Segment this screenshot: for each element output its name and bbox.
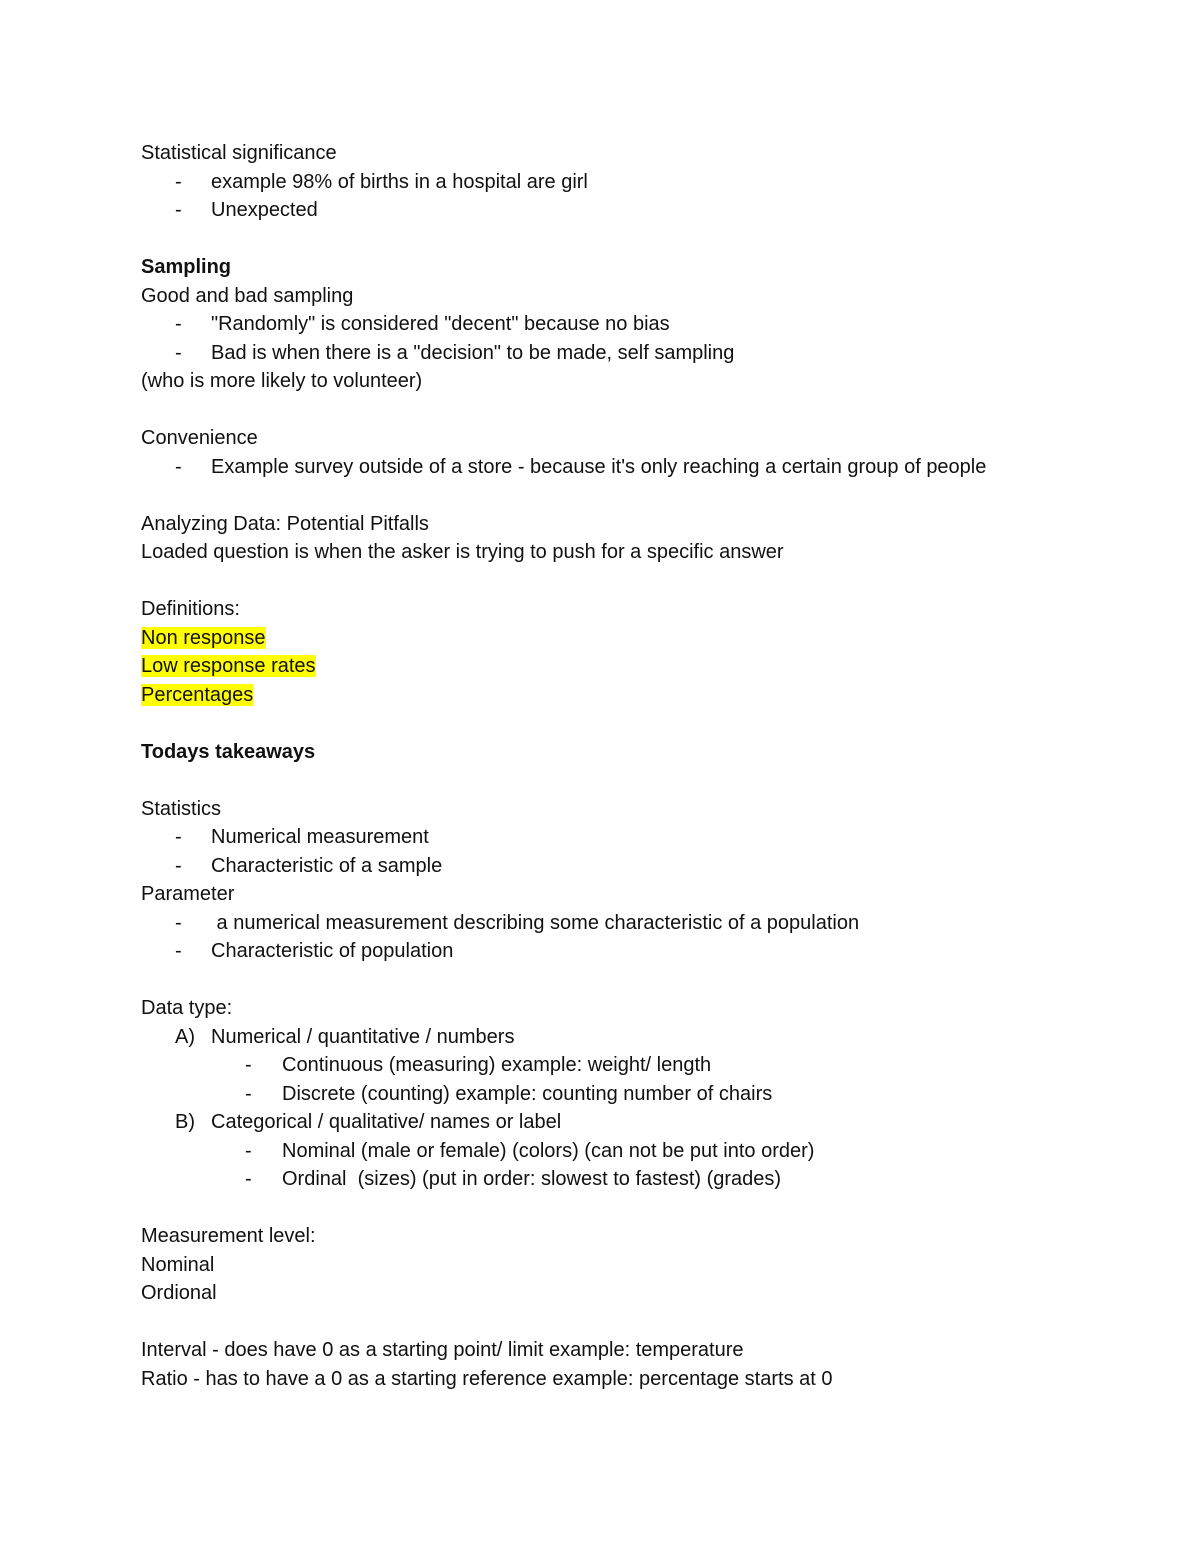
- sub-list-item: [141, 1165, 1141, 1194]
- list-item-text: a numerical measurement describing some characteristic of a population: [211, 911, 860, 934]
- sampling-heading: Sampling: [141, 256, 232, 278]
- dash-bullet: -: [175, 854, 182, 877]
- dash-bullet: -: [245, 1139, 252, 1162]
- spacer: [141, 709, 1141, 738]
- data-type-title: Data type:: [141, 997, 233, 1019]
- spacer: [141, 225, 1141, 254]
- definition-item: [141, 681, 1141, 710]
- dash-bullet: -: [175, 341, 182, 364]
- list-item-text: Ordinal (sizes) (put in order: slowest to fastest) (grades): [282, 1168, 782, 1190]
- list-item-text: Bad is when there is a "decision" to be made, self sampling: [211, 341, 735, 364]
- highlighted-term: Percentages: [141, 683, 254, 706]
- list-item-text: Discrete (counting) example: counting number of chairs: [282, 1082, 773, 1105]
- list-item-text: Categorical / qualitative/ names or label: [211, 1111, 562, 1133]
- definition-item: [141, 652, 1141, 681]
- sub-list-item: [141, 1137, 1141, 1166]
- measurement-item: Ordional: [141, 1282, 217, 1304]
- dash-bullet: -: [245, 1168, 252, 1190]
- list-item: [141, 1023, 1141, 1052]
- dash-bullet: -: [245, 1082, 252, 1105]
- list-item: [141, 852, 1141, 881]
- interval-text: Interval - does have 0 as a starting point/ limit example: temperature: [141, 1339, 744, 1361]
- list-item: [141, 1108, 1141, 1137]
- list-item: [141, 909, 1141, 938]
- letter-marker: B): [175, 1111, 195, 1133]
- spacer: [141, 1194, 1141, 1223]
- definitions-title: Definitions:: [141, 598, 240, 620]
- list-item-text: Characteristic of population: [211, 940, 454, 962]
- sampling-note: (who is more likely to volunteer): [141, 370, 423, 392]
- measurement-title: Measurement level:: [141, 1225, 316, 1247]
- sub-list-item: [141, 1051, 1141, 1080]
- list-item-text: Continuous (measuring) example: weight/ length: [282, 1054, 712, 1076]
- list-item: [141, 310, 1141, 339]
- dash-bullet: -: [175, 455, 182, 478]
- list-item: [141, 196, 1141, 225]
- highlighted-term: Low response rates: [141, 655, 316, 677]
- list-item: [141, 823, 1141, 852]
- list-item-text: Example survey outside of a store - because it's only reaching a certain group of people: [211, 455, 987, 478]
- list-item: [141, 168, 1141, 197]
- letter-marker: A): [175, 1025, 195, 1048]
- dash-bullet: -: [175, 170, 182, 193]
- convenience-title: Convenience: [141, 427, 258, 449]
- spacer: [141, 766, 1141, 795]
- list-item-text: "Randomly" is considered "decent" because no bias: [211, 313, 670, 335]
- spacer: [141, 481, 1141, 510]
- spacer: [141, 1308, 1141, 1337]
- takeaways-heading: Todays takeaways: [141, 740, 316, 763]
- list-item-text: Numerical measurement: [211, 826, 429, 848]
- list-item: [141, 339, 1141, 368]
- spacer: [141, 966, 1141, 995]
- dash-bullet: -: [245, 1054, 252, 1076]
- measurement-item: Nominal: [141, 1253, 215, 1276]
- dash-bullet: -: [175, 826, 182, 848]
- analyzing-title: Analyzing Data: Potential Pitfalls: [141, 512, 429, 535]
- ratio-text: Ratio - has to have a 0 as a starting reference example: percentage starts at 0: [141, 1367, 833, 1390]
- highlighted-term: Non response: [141, 626, 266, 649]
- parameter-title: Parameter: [141, 883, 235, 905]
- document-page: [141, 139, 1141, 1393]
- list-item-text: Unexpected: [211, 199, 318, 221]
- list-item-text: Nominal (male or female) (colors) (can not be put into order): [282, 1139, 815, 1162]
- dash-bullet: -: [175, 199, 182, 221]
- dash-bullet: -: [175, 313, 182, 335]
- list-item-text: Numerical / quantitative / numbers: [211, 1025, 515, 1048]
- sampling-subtitle: Good and bad sampling: [141, 284, 354, 307]
- statistics-title: Statistics: [141, 797, 222, 820]
- list-item-text: Characteristic of a sample: [211, 854, 443, 877]
- analyzing-text: Loaded question is when the asker is trying to push for a specific answer: [141, 541, 784, 563]
- definition-item: [141, 624, 1141, 653]
- spacer: [141, 567, 1141, 596]
- sub-list-item: [141, 1080, 1141, 1109]
- dash-bullet: -: [175, 911, 182, 934]
- spacer: [141, 396, 1141, 425]
- section-title: Statistical significance: [141, 142, 337, 164]
- dash-bullet: -: [175, 940, 182, 962]
- list-item: [141, 937, 1141, 966]
- list-item: [141, 453, 1141, 482]
- list-item-text: example 98% of births in a hospital are girl: [211, 170, 588, 193]
